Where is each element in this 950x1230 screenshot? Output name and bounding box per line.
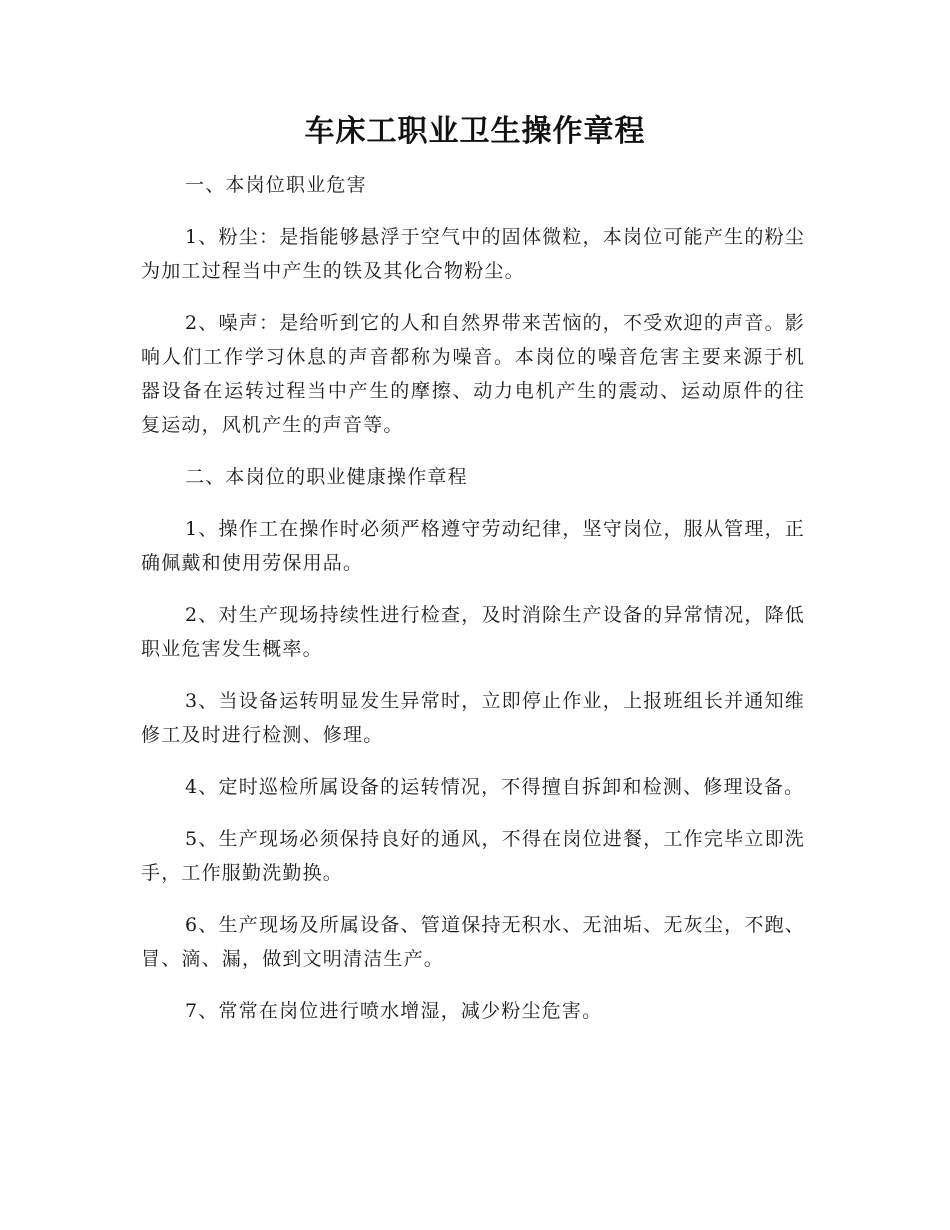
document-body [141, 168, 805, 1046]
paragraph-procedure-6: 6、生产现场及所属设备、管道保持无积水、无油垢、无灰尘，不跑、冒、滴、漏，做到文明清洁生产。 [141, 914, 805, 970]
paragraph-procedure-5: 5、生产现场必须保持良好的通风，不得在岗位进餐，工作完毕立即洗手，工作服勤洗勤换。 [141, 828, 805, 884]
document-title: 车床工职业卫生操作章程 [304, 114, 646, 149]
paragraph-dust: 1、粉尘：是指能够悬浮于空气中的固体微粒，本岗位可能产生的粉尘为加工过程当中产生的铁及其化合物粉尘。 [141, 226, 805, 282]
section-heading-hazards: 一、本岗位职业危害 [185, 174, 367, 196]
paragraph-noise: 2、噪声：是给听到它的人和自然界带来苦恼的，不受欢迎的声音。影响人们工作学习休息的声音都称为噪音。本岗位的噪音危害主要来源于机器设备在运转过程当中产生的摩擦、动力电机产生的震动、运动原件的往复运动，风机产生的声音等。 [141, 312, 805, 436]
paragraph-procedure-2: 2、对生产现场持续性进行检查，及时消除生产设备的异常情况，降低职业危害发生概率。 [141, 604, 805, 660]
paragraph-procedure-1: 1、操作工在操作时必须严格遵守劳动纪律，坚守岗位，服从管理，正确佩戴和使用劳保用品。 [141, 518, 805, 574]
paragraph-procedure-4: 4、定时巡检所属设备的运转情况，不得擅自拆卸和检测、修理设备。 [185, 776, 805, 798]
paragraph-procedure-3: 3、当设备运转明显发生异常时，立即停止作业，上报班组长并通知维修工及时进行检测、修理。 [141, 690, 805, 746]
paragraph-procedure-7: 7、常常在岗位进行喷水增湿，减少粉尘危害。 [185, 1000, 603, 1022]
section-heading-procedures: 二、本岗位的职业健康操作章程 [185, 466, 468, 488]
